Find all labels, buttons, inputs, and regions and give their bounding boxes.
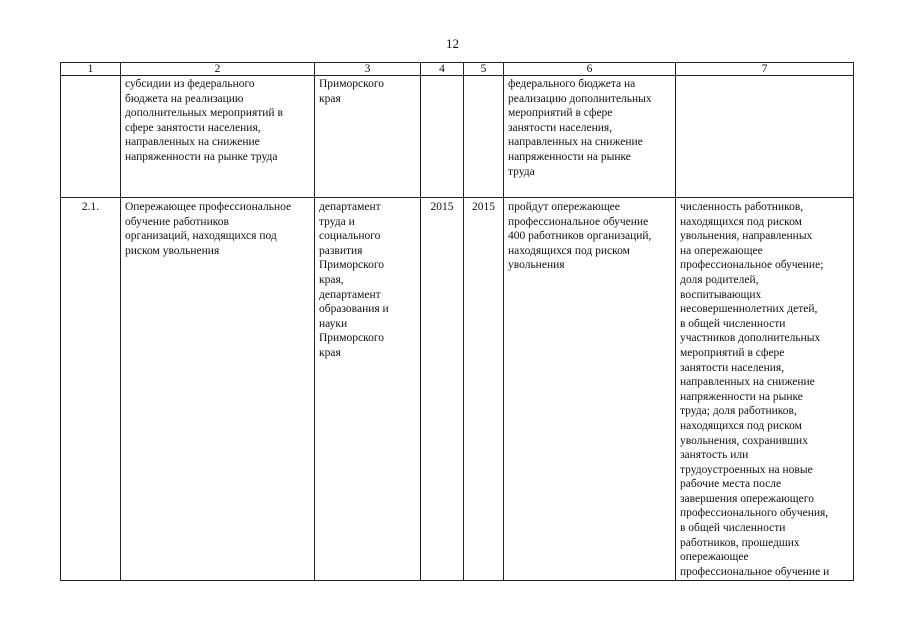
cell-start-year: 2015 xyxy=(421,198,464,581)
cell-executor: департамент труда и социального развития Приморского края, департамент образования и науки Приморского края xyxy=(315,198,421,581)
header-row xyxy=(61,63,854,76)
column-header-3: 3 xyxy=(315,63,421,76)
cell-activity: Опережающее профессиональное обучение работников организаций, находящихся под риском увольнения xyxy=(121,198,315,581)
table-header xyxy=(61,63,854,76)
cell-indicators xyxy=(676,76,854,198)
column-header-4: 4 xyxy=(421,63,464,76)
table-row xyxy=(61,76,854,198)
cell-expected-result: пройдут опережающее профессиональное обучение 400 работников организаций, находящихся под риском увольнения xyxy=(504,198,676,581)
table-row xyxy=(61,198,854,581)
cell-indicators: численность работников, находящихся под риском увольнения, направленных на опережающее профессиональное обучение; доля родителей, воспитывающих несовершеннолетних детей, в общей численности участников дополнительных мероприятий в сфере занятости населения, направленных на снижение напряженности на рынке труда; доля работников, находящихся под риском увольнения, сохранивших занятость или трудоустроенных на новые рабочие места после завершения опережающего профессионального обучения, в общей численности работников, прошедших опережающее профессиональное обучение и xyxy=(676,198,854,581)
cell-number xyxy=(61,76,121,198)
column-header-6: 6 xyxy=(504,63,676,76)
column-header-1: 1 xyxy=(61,63,121,76)
program-activities-table xyxy=(60,62,854,581)
cell-number: 2.1. xyxy=(61,198,121,581)
cell-start-year xyxy=(421,76,464,198)
column-header-5: 5 xyxy=(464,63,504,76)
cell-end-year xyxy=(464,76,504,198)
page-number: 12 xyxy=(446,36,459,51)
cell-end-year: 2015 xyxy=(464,198,504,581)
column-header-2: 2 xyxy=(121,63,315,76)
cell-executor: Приморского края xyxy=(315,76,421,198)
cell-expected-result: федерального бюджета на реализацию дополнительных мероприятий в сфере занятости населения, направленных на снижение напряженности на рынке труда xyxy=(504,76,676,198)
cell-activity: субсидии из федерального бюджета на реализацию дополнительных мероприятий в сфере занятости населения, направленных на снижение напряженности на рынке труда xyxy=(121,76,315,198)
column-header-7: 7 xyxy=(676,63,854,76)
